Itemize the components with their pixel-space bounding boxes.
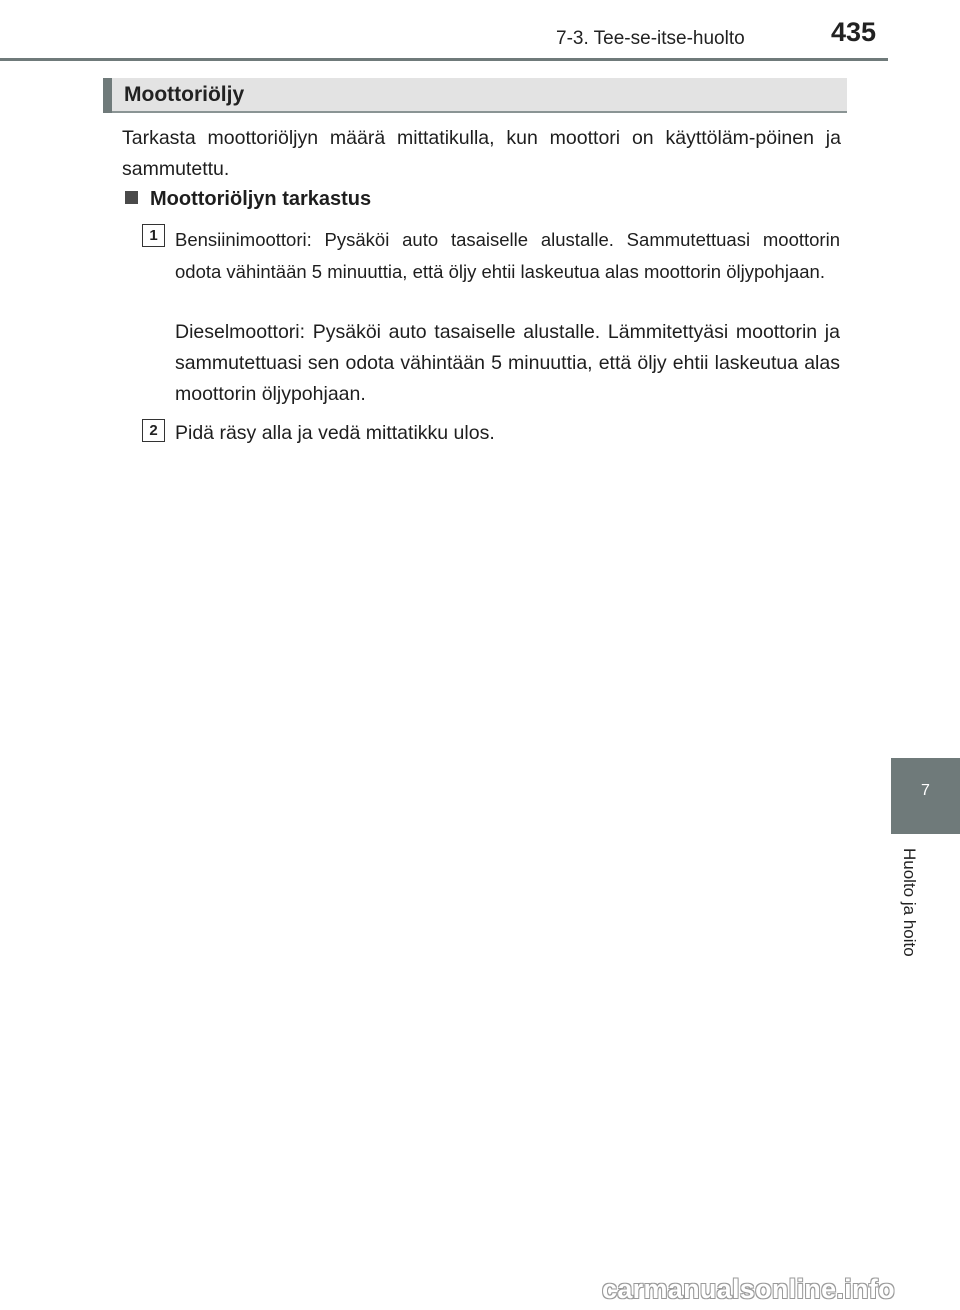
section-title: Moottoriöljy <box>124 83 245 106</box>
chapter-label: Huolto ja hoito <box>900 848 919 957</box>
page-number: 435 <box>831 17 877 47</box>
subsection-heading <box>125 188 371 211</box>
step-2-text: Pidä räsy alla ja vedä mittatikku ulos. <box>175 422 495 444</box>
step-number-badge: 1 <box>142 224 165 247</box>
section-heading-accent <box>103 78 112 113</box>
step-1-diesel-text: Dieselmoottori: Pysäköi auto tasaiselle alustalle. Lämmitettyäsi moottorin ja sammutettuasi sen odota vähintään 5 minuuttia, että öljy ehtii laskeutua alas moottorin öljypohjaan. <box>175 321 840 405</box>
chapter-tab <box>891 758 960 834</box>
step-number-badge: 2 <box>142 419 165 442</box>
chapter-number: 7 <box>921 782 930 799</box>
subsection-title: Moottoriöljyn tarkastus <box>150 188 372 210</box>
square-bullet-icon <box>125 191 138 204</box>
running-header-section: 7-3. Tee-se-itse-huolto <box>556 28 745 49</box>
intro-paragraph: Tarkasta moottoriöljyn määrä mittatikulla, kun moottori on käyttöläm-pöinen ja sammutettu. <box>122 127 841 180</box>
watermark: carmanualsonline.info <box>602 1274 895 1304</box>
header-divider <box>0 58 888 61</box>
section-heading-bar <box>103 78 847 113</box>
step-1-petrol-text: Bensiinimoottori: Pysäköi auto tasaiselle alustalle. Sammutettuasi moottorin odota vähintään 5 minuuttia, että öljy ehtii laskeutua alas moottorin öljypohjaan. <box>175 229 840 282</box>
